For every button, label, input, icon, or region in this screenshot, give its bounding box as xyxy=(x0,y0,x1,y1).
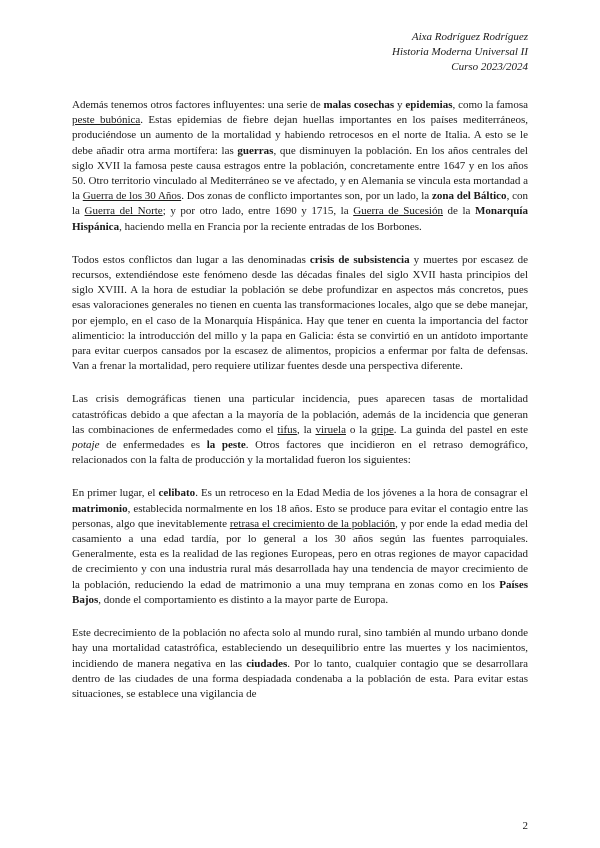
text-run: Además tenemos otros factores influyentes: una serie de xyxy=(72,99,324,111)
bold-term: matrimonio xyxy=(72,502,128,515)
paragraph-mundo-urbano xyxy=(72,626,528,702)
underlined-term: retrasa el crecimiento de la población xyxy=(229,517,396,530)
bold-term: Monarquía Hispánica xyxy=(72,205,528,233)
text-run: , con la xyxy=(72,190,528,218)
text-run: . Dos zonas de conflicto importantes son, por un lado, la xyxy=(181,190,432,203)
text-run: En primer lugar, el xyxy=(72,487,159,500)
text-run: , establecida normalmente en los 18 años. Esto se produce para evitar el contagio entre las personas, algo que inevitablemente xyxy=(72,502,528,530)
text-run: , y por ende la edad media del casamiento a una edad tardía, por lo general a los 30 años según las fuentes parroquiales. Generalmente, esta es la realidad de las regiones Europeas, pero en otras regiones de mayor capacidad de crecimiento y con una industria rural más desarrollada hay una tendencia de mayor crecimiento de la población, reduciendo la edad de matrimonio a una muy temprana en zonas como en los xyxy=(72,517,528,591)
bold-term: celibato xyxy=(158,487,196,500)
bold-term: Países Bajos xyxy=(72,578,528,606)
bold-term: la peste xyxy=(206,439,246,452)
paragraph-crisis-subsistencia xyxy=(72,253,528,375)
text-run: ; y por otro lado, entre 1690 y 1715, la xyxy=(162,205,354,218)
text-run: , la xyxy=(296,423,316,436)
bold-term: malas cosechas xyxy=(323,99,395,111)
bold-term: ciudades xyxy=(246,657,288,670)
underlined-term: Guerra de Sucesión xyxy=(353,205,443,218)
italic-term: potaje xyxy=(72,439,100,452)
underlined-term: tifus xyxy=(277,423,297,436)
text-run: y muertes por escasez de recursos, extendiéndose este fenómeno desde las décadas finales del siglo XVII hasta principios del siglo XVIII. A la hora de estudiar la población se debe profundizar en aspectos más concretos, pues esas valoraciones generales no tienen en cuenta las transformaciones locales, algo que se debe manejar, por ejemplo, en el caso de la Monarquía Hispánica. Hay que tener en cuenta la importancia del factor alimenticio: la introducción del millo y la papa en Galicia: ésta se convirtió en un antídoto importante para evitar cuerpos cansados por la escasez de alimentos, propicios a enfermar por falta de defensas. Van a frenar la mortalidad, pero requiere utilizar fuentes desde una perspectiva diferente. xyxy=(72,253,528,373)
bold-term: crisis de subsistencia xyxy=(309,253,410,266)
bold-term: guerras xyxy=(237,144,274,157)
header-course-name: Historia Moderna Universal II xyxy=(392,46,528,58)
text-run: de enfermedades es xyxy=(99,439,207,452)
text-run: , haciendo mella en Francia por la reciente entradas de los Borbones. xyxy=(119,220,422,233)
bold-term: zona del Báltico xyxy=(431,190,507,203)
bold-term: epidemias xyxy=(405,99,453,111)
text-run: Este decrecimiento de la población no afecta solo al mundo rural, sino también al mundo urbano donde hay una mortalidad catastrófica, estableciendo un desequilibrio entre las muertes y los nacimientos, incidiendo de manera negativa en las xyxy=(72,627,528,670)
text-run: . Estas epidemias de fiebre dejan huellas importantes en los países mediterráneos, produciéndose un aumento de la mortalidad y habiendo retrocesos en el norte de Italia. A esto se le debe añadir otra arma mortífera: las xyxy=(72,114,528,157)
text-run: , donde el comportamiento es distinto a la mayor parte de Europa. xyxy=(98,593,389,606)
underlined-term: Guerra de los 30 Años xyxy=(82,190,182,203)
paragraph-celibato xyxy=(72,486,528,608)
document-body xyxy=(72,98,528,720)
paragraph-malas-cosechas xyxy=(72,98,528,235)
text-run: , como la famosa xyxy=(452,99,528,111)
text-run: . Otros factores que incidieron en el retraso demográfico, relacionados con la falta de producción y la mortalidad fueron los siguientes: xyxy=(72,439,528,467)
page-number: 2 xyxy=(522,820,528,832)
text-run: Las crisis demográficas tienen una particular incidencia, pues aparecen tasas de mortalidad catastróficas debido a que afectan a la mayoría de la población, además de la incidencia que generan las combinaciones de enfermedades como el xyxy=(72,393,528,436)
underlined-term: gripe xyxy=(371,423,394,436)
text-run: . La guinda del pastel en este xyxy=(393,423,528,436)
text-run: . Por lo tanto, cualquier contagio que se desarrollara dentro de las ciudades de una forma despiadada condenaba a la población de esta. Para evitar estas situaciones, se establece una vigilancia de xyxy=(72,657,529,700)
header-author: Aixa Rodríguez Rodríguez xyxy=(411,31,528,43)
text-run: . Es un retroceso en la Edad Media de los jóvenes a la hora de consagrar el xyxy=(195,487,528,500)
page-header xyxy=(392,30,528,75)
underlined-term: peste bubónica xyxy=(72,114,141,127)
text-run: de la xyxy=(442,205,475,218)
paragraph-crisis-demograficas xyxy=(72,392,528,468)
header-academic-year: Curso 2023/2024 xyxy=(451,61,528,73)
underlined-term: Guerra del Norte xyxy=(84,205,163,218)
text-run: , que disminuyen la población. En los años centrales del siglo XVII la famosa peste causa estragos entre la población, concretamente entre 1647 y en los años 50. Otro territorio vinculado al Mediterráneo se ve afectado, y en Alemania se vincula esta mortandad a la xyxy=(72,144,528,203)
underlined-term: viruela xyxy=(315,423,346,436)
text-run: o la xyxy=(346,423,372,436)
text-run: Todos estos conflictos dan lugar a las denominadas xyxy=(72,253,310,266)
text-run: y xyxy=(394,99,406,111)
